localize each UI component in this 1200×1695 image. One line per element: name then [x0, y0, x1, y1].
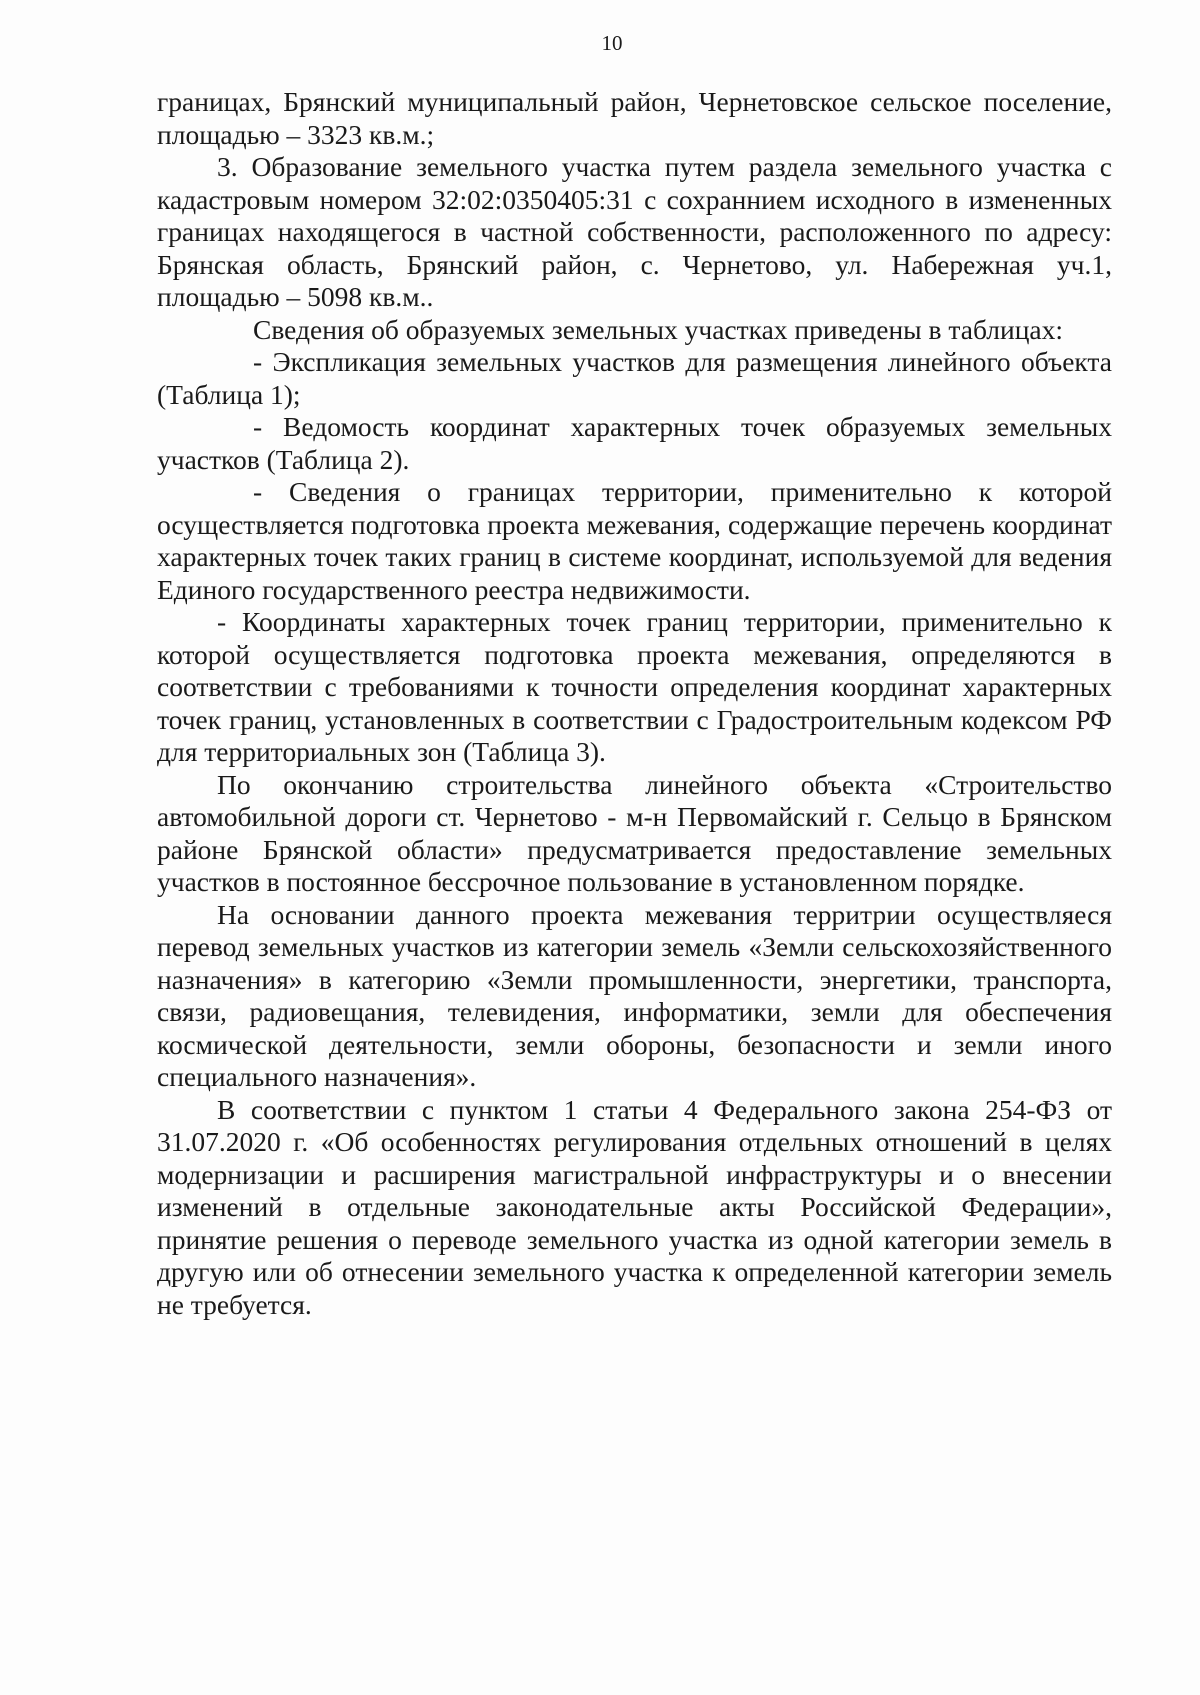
page-number: 10 — [601, 31, 623, 55]
paragraph-federal-law: В соответствии с пунктом 1 статьи 4 Федерального закона 254-ФЗ от 31.07.2020 г. «Об особенностях регулирования отдельных отношений в целях модернизации и расширения магистральной инфраструктуры и о внесении изменений в отдельные законодательные акты Российской Федерации», принятие решения о переводе земельного участка из одной категории земель в другую или об отнесении земельного участка к определенной категории земель не требуется. — [157, 1093, 1112, 1320]
list-item-table-3: - Координаты характерных точек границ территории, применительно к которой осуществляется подготовка проекта межевания, определяются в соответствии с требованиями к точности определения координат характерных точек границ, установленных в соответствии с Градостроительным кодексом РФ для территориальных зон (Таблица 3). — [157, 606, 1112, 767]
list-item-boundaries: - Сведения о границах территории, применительно к которой осуществляется подготовка проекта межевания, содержащие перечень координат характерных точек таких границ в системе координат, используемой для ведения Единого государственного реестра недвижимости. — [157, 476, 1112, 605]
list-item-table-1: - Экспликация земельных участков для размещения линейного объекта (Таблица 1); — [157, 346, 1112, 410]
paragraph-land-transfer: На основании данного проекта межевания территрии осуществляеся перевод земельных участков из категории земель «Земли сельскохозяйственного назначения» в категорию «Земли промышленности, энергетики, транспорта, связи, радиовещания, телевидения, информатики, земли для обеспечения космической деятельности, земли обороны, безопасности и земли иного специального назначения». — [157, 898, 1112, 1092]
paragraph-item-3: 3. Образование земельного участка путем раздела земельного участка с кадастровым номером 32:02:0350405:31 с сохраннием исходного в измененных границах находящегося в частной собственности, расположенного по адресу: Брянская область, Брянский район, с. Чернетово, ул. Набережная уч.1, площадью – 5098 кв.м.. — [157, 151, 1112, 312]
paragraph-tables-intro: Сведения об образуемых земельных участках приведены в таблицах: — [253, 313, 1064, 345]
paragraph-construction: По окончанию строительства линейного объекта «Строительство автомобильной дороги ст. Чернетово - м-н Первомайский г. Сельцо в Брянском районе Брянской области» предусматривается предоставление земельных участков в постоянное бессрочное пользование в установленном порядке. — [157, 768, 1112, 897]
paragraph-continuation: границах, Брянский муниципальный район, Чернетовское сельское поселение, площадью – 3323 кв.м.; — [157, 86, 1112, 150]
document-body — [157, 86, 1112, 1321]
list-item-table-2: - Ведомость координат характерных точек образуемых земельных участков (Таблица 2). — [157, 411, 1112, 475]
